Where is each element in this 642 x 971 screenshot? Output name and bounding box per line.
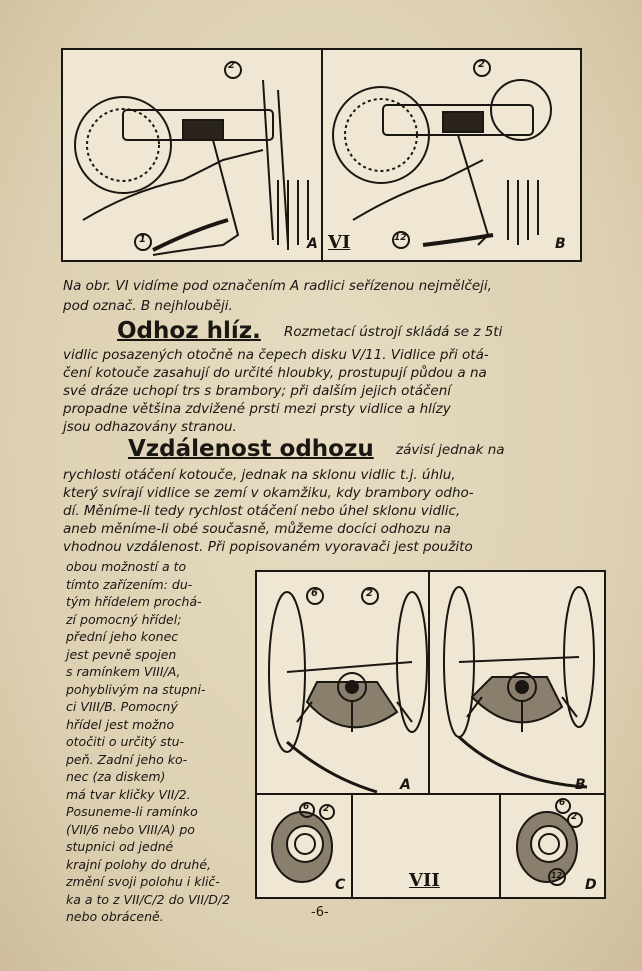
column-line: hřídel jest možno — [66, 716, 175, 732]
column-line: tímto zařízením: du- — [66, 576, 193, 592]
figure-vii-drawing — [257, 572, 604, 897]
column-line: peň. Zadní jeho ko- — [66, 751, 188, 767]
callout-12: 12 — [394, 233, 407, 243]
odhoz-line-6: jsou odhazovány stranou. — [63, 419, 237, 435]
figure-vi-roman: VI — [328, 232, 351, 253]
figure-vi-label-a: A — [307, 236, 318, 252]
figure-vii-roman: VII — [409, 870, 440, 891]
column-line: ci VIII/B. Pomocný — [66, 699, 178, 714]
column-line: má tvar kličky VII/2. — [66, 786, 191, 802]
callout-1: 1 — [139, 234, 146, 245]
figure-vii-label-c: C — [335, 877, 346, 893]
vzdalenost-line-4: dí. Měníme-li tedy rychlost otáčení nebo úhel sklonu vidlic, — [63, 503, 461, 519]
figure-vii-label-d: D — [585, 877, 597, 893]
figure-vii — [255, 570, 606, 899]
odhoz-line-2: vidlic posazených otočně na čepech disku V/11. Vidlice při otá- — [63, 347, 489, 363]
column-line: s ramínkem VIII/A, — [66, 664, 181, 679]
callout-2a-vii: 2 — [366, 588, 373, 599]
callout-6c: 6 — [303, 802, 310, 812]
column-line: zí pomocný hřídel; — [66, 611, 182, 627]
caption-line-1: Na obr. VI vidíme pod označením A radlici seřízenou nejmělčeji, — [63, 278, 492, 294]
odhoz-heading: Odhoz hlíz. — [117, 318, 261, 344]
vzdalenost-line-5: aneb měníme-li obé současně, můžeme docíci odhozu na — [63, 521, 452, 537]
column-text — [66, 558, 251, 926]
callout-2d: 2 — [571, 812, 578, 822]
vzdalenost-heading: Vzdálenost odhozu — [128, 436, 374, 462]
column-line: stupnici od jedné — [66, 839, 174, 854]
column-line: Posuneme-li ramínko — [66, 804, 198, 819]
callout-12-vii: 12 — [551, 871, 563, 880]
column-line: přední jeho konec — [66, 629, 179, 644]
callout-2b: 2 — [478, 59, 485, 70]
figure-vii-label-a: A — [400, 777, 411, 793]
figure-vi — [61, 48, 582, 262]
odhoz-line-3: čení kotouče zasahují do určité hloubky, prostupují půdou a na — [63, 365, 487, 381]
odhoz-line-4: své dráze uchopí trs s brambory; při dalším jejich otáčení — [63, 383, 452, 399]
column-line: ka a to z VII/C/2 do VII/D/2 — [66, 891, 231, 907]
figure-vii-label-b: B — [575, 777, 586, 793]
column-line: (VII/6 nebo VIII/A) po — [66, 821, 195, 837]
callout-2c: 2 — [323, 804, 330, 814]
column-line: jest pevně spojen — [66, 646, 177, 662]
column-line: tým hřídelem prochá- — [66, 594, 202, 609]
odhoz-line-5: propadne většina zdvižené prsti mezi prsty vidlice a hlízy — [63, 401, 451, 417]
vzdalenost-line-3: který svírají vidlice se zemí v okamžiku, kdy brambory odho- — [63, 485, 474, 501]
callout-6a: 6 — [311, 588, 318, 599]
column-line: změní svoji polohu i klič- — [66, 874, 220, 889]
odhoz-line-1: Rozmetací ústrojí skládá se z 5ti — [284, 324, 503, 340]
column-line: obou možností a to — [66, 559, 187, 574]
column-line: krajní polohy do druhé, — [66, 856, 212, 872]
column-line: pohyblivým na stupni- — [66, 681, 206, 697]
caption-line-2: pod označ. B nejhlouběji. — [63, 298, 233, 314]
vzdalenost-line-2: rychlosti otáčení kotouče, jednak na sklonu vidlic t.j. úhlu, — [63, 467, 456, 483]
callout-2a: 2 — [228, 60, 235, 71]
figure-vi-label-b: B — [555, 236, 566, 252]
column-line: nec (za diskem) — [66, 769, 166, 784]
column-line: nebo obráceně. — [66, 909, 164, 924]
vzdalenost-line-1: závisí jednak na — [396, 442, 505, 458]
figure-vi-drawing — [63, 50, 580, 260]
column-line: otočiti o určitý stu- — [66, 734, 185, 749]
vzdalenost-line-6: vhodnou vzdálenost. Při popisovaném vyoravači jest použito — [63, 539, 473, 555]
callout-6d: 6 — [559, 798, 566, 808]
page-number: -6- — [311, 905, 329, 920]
